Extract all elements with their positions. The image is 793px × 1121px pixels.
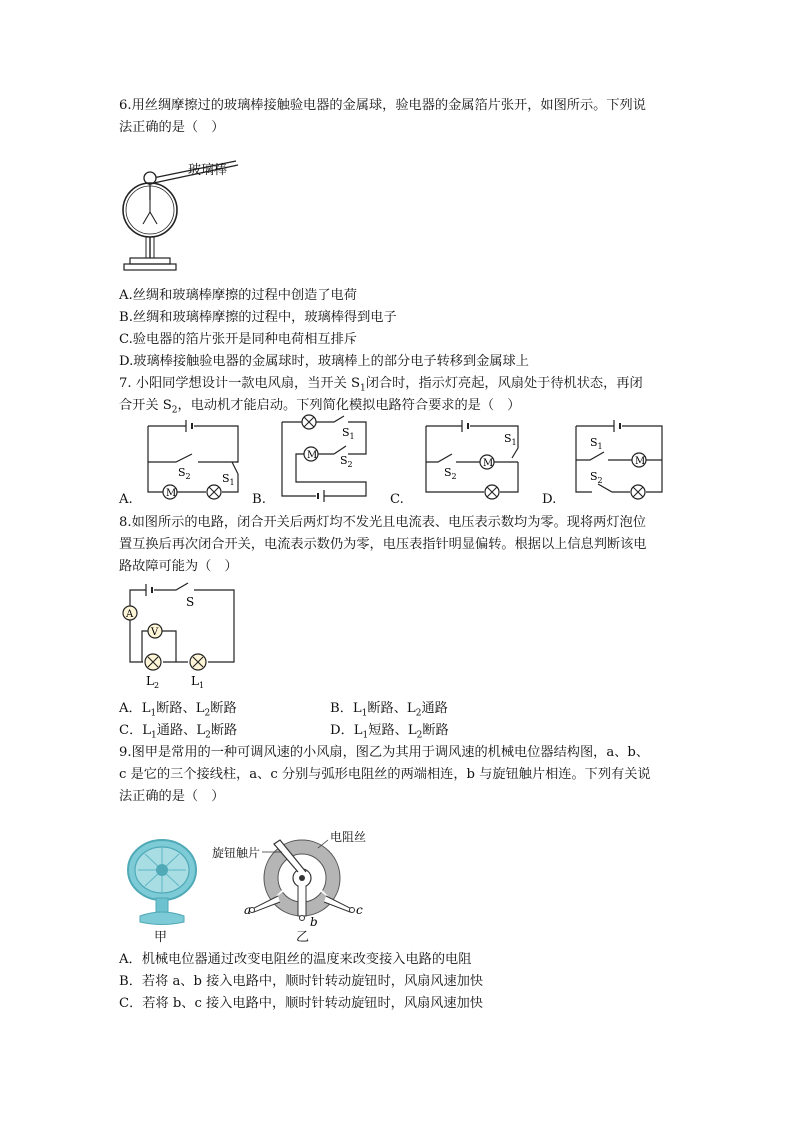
q8-option-a: A．$L_1$断路、$L_2$断路 <box>119 701 237 719</box>
glass-rod-label: 玻璃棒 <box>188 163 228 178</box>
q8-option-b: B．$L_1$断路、$L_2$通路 <box>330 701 448 719</box>
fan-figure <box>118 830 206 930</box>
q6-option-b: B.丝绸和玻璃棒摩擦的过程中，玻璃棒得到电子 <box>119 310 397 325</box>
circuit-a <box>140 418 250 508</box>
circuit-b <box>274 414 384 508</box>
svg-text:c: c <box>356 903 363 917</box>
q9-option-a: A．机械电位器通过改变电阻丝的温度来改变接入电路的电阻 <box>119 952 472 967</box>
q8-stem-line1: 8.如图所示的电路，闭合开关后两灯均不发光且电流表、电压表示数均为零。现将两灯泡位 <box>119 515 646 530</box>
svg-text:M: M <box>307 450 318 461</box>
q7-choice-d: D. <box>542 492 557 507</box>
q9-option-c: C．若将 b、c 接入电路中，顺时针转动旋钮时，风扇风速加快 <box>119 996 483 1011</box>
svg-text:S1: $S_1$ <box>504 432 517 447</box>
svg-text:S: S <box>186 595 195 609</box>
q6-stem-line1: 6.用丝绸摩擦过的玻璃棒接触验电器的金属球，验电器的金属箔片张开，如图所示。下列说 <box>119 98 646 113</box>
q6-stem-line2: 法正确的是（ ） <box>119 120 225 135</box>
q8-option-c: C．$L_1$通路、$L_2$断路 <box>119 723 238 741</box>
q9-stem-line3: 法正确的是（ ） <box>119 789 225 804</box>
circuit-d <box>568 418 672 508</box>
svg-text:S2: $S_2$ <box>444 466 457 481</box>
q7-choice-c: C. <box>390 492 404 507</box>
svg-text:b: b <box>310 915 318 929</box>
q8-stem-line3: 路故障可能为（ ） <box>119 559 238 574</box>
q9-stem-line1: 9.图甲是常用的一种可调风速的小风扇，图乙为其用于调风速的机械电位器结构图，a、b、 <box>119 745 650 760</box>
svg-text:A: A <box>126 609 134 620</box>
svg-text:V: V <box>151 627 159 638</box>
q8-circuit-figure <box>118 578 240 692</box>
q7-choice-b: B. <box>252 492 266 507</box>
q9-option-b: B．若将 a、b 接入电路中，顺时针转动旋钮时，风扇风速加快 <box>119 974 484 989</box>
circuit-c <box>418 418 530 508</box>
q8-stem-line2: 置互换后再次闭合开关，电流表示数仍为零，电压表指针明显偏转。根据以上信息判断该电 <box>119 537 647 552</box>
potentiometer-label-yi: 乙 <box>296 930 310 945</box>
q7-choice-a: A. <box>119 492 133 507</box>
fan-label-jia: 甲 <box>154 930 168 945</box>
q6-option-d: D.玻璃棒接触验电器的金属球时，玻璃棒上的部分电子转移到金属球上 <box>119 354 529 369</box>
svg-text:S2: $S_2$ <box>340 454 353 469</box>
q8-option-d: D．$L_1$短路、$L_2$断路 <box>330 723 449 741</box>
q6-option-a: A.丝绸和玻璃棒摩擦的过程中创造了电荷 <box>119 288 357 303</box>
svg-text:a: a <box>244 903 252 917</box>
q6-option-c: C.验电器的箔片张开是同种电荷相互排斥 <box>119 332 357 347</box>
svg-text:S2: $S_2$ <box>590 470 603 485</box>
svg-text:M: M <box>635 456 646 467</box>
svg-text:L2: $L_2$ <box>146 674 160 690</box>
svg-text:L1: $L_1$ <box>191 674 205 690</box>
svg-text:S1: $S_1$ <box>342 426 355 441</box>
q9-stem-line2: c 是它的三个接线柱，a、c 分别与弧形电阻丝的两端相连，b 与旋钮触片相连。下列有关说 <box>119 767 651 782</box>
resistance-wire-label: 电阻丝 <box>330 830 367 844</box>
svg-text:S2: $S_2$ <box>178 466 191 481</box>
knob-contact-label: 旋钮触片 <box>212 846 261 860</box>
svg-text:S1: $S_1$ <box>222 472 235 487</box>
svg-text:M: M <box>166 488 177 499</box>
q7-stem-line2: 合开关 $S_2$，电动机才能启动。下列简化模拟电路符合要求的是（ ） <box>119 398 521 416</box>
q7-stem-line1: 7. 小阳同学想设计一款电风扇，当开关 $S_1$闭合时，指示灯亮起，风扇处于待机状态，再闭 <box>119 376 643 394</box>
svg-text:S1: $S_1$ <box>590 436 603 451</box>
svg-text:M: M <box>483 458 494 469</box>
